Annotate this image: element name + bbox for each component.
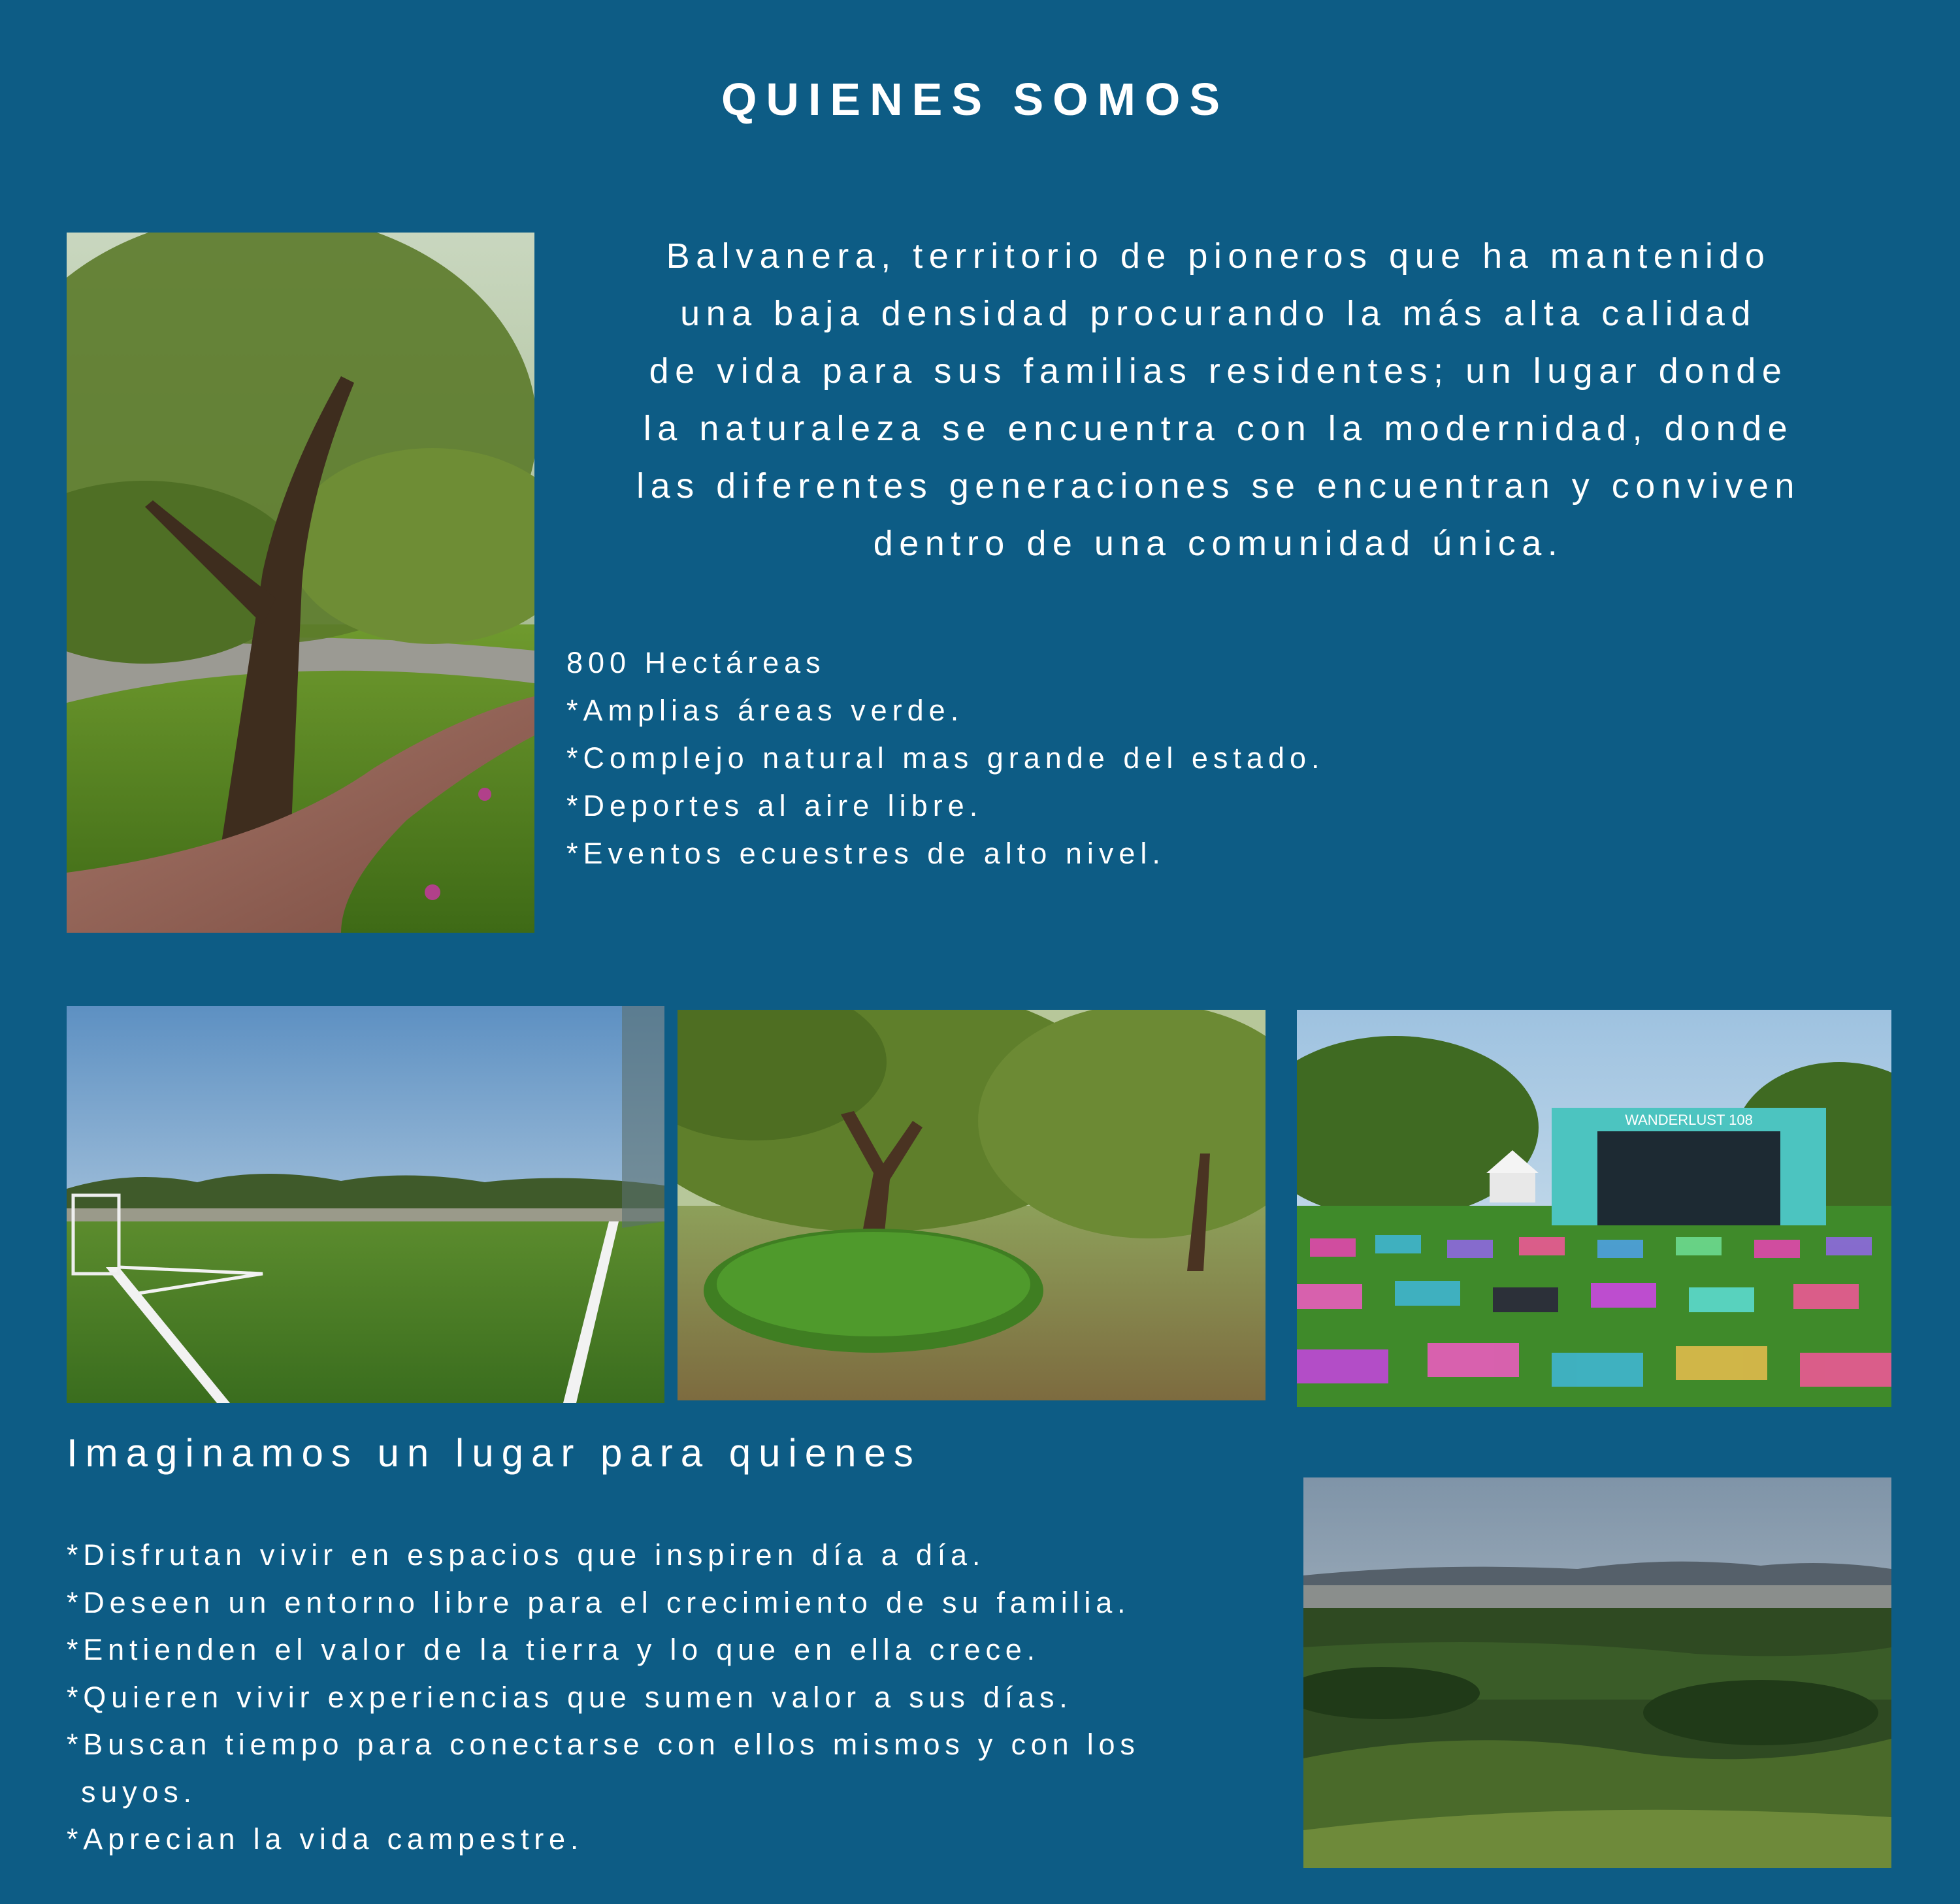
intro-line: las diferentes generaciones se encuentran y conviven xyxy=(636,466,1801,506)
wish-item: *Deseen un entorno libre para el crecimiento de su familia. xyxy=(67,1585,1131,1619)
feature-item: 800 Hectáreas xyxy=(566,646,826,679)
wishes-list xyxy=(67,1532,1308,1864)
imagine-heading: Imaginamos un lugar para quienes xyxy=(67,1431,921,1475)
wish-item: *Entienden el valor de la tierra y lo que en ella crece. xyxy=(67,1633,1040,1666)
intro-line: la naturaleza se encuentra con la modernidad, donde xyxy=(643,409,1794,448)
yoga-event-photo xyxy=(1297,1010,1891,1407)
intro-line: Balvanera, territorio de pioneros que ha mantenido xyxy=(666,236,1771,276)
soccer-field-photo xyxy=(67,1006,664,1403)
intro-line: dentro de una comunidad única. xyxy=(873,524,1564,563)
wish-item: *Buscan tiempo para conectarse con ellos mismos y con los xyxy=(67,1728,1140,1761)
stage-banner-text: WANDERLUST 108 xyxy=(1625,1112,1753,1128)
wish-item-continuation: suyos. xyxy=(81,1775,197,1809)
wish-item: *Aprecian la vida campestre. xyxy=(67,1822,584,1856)
intro-line: de vida para sus familias residentes; un lugar donde xyxy=(649,351,1788,391)
tree-path-photo xyxy=(67,233,534,933)
valley-landscape-photo xyxy=(1303,1477,1891,1868)
features-list xyxy=(566,639,1546,877)
intro-paragraph xyxy=(536,227,1901,572)
feature-item: *Complejo natural mas grande del estado. xyxy=(566,741,1325,775)
page-title: QUIENES SOMOS xyxy=(721,74,1230,125)
tree-garden-photo xyxy=(678,1010,1266,1400)
intro-line: una baja densidad procurando la más alta calidad xyxy=(680,294,1757,333)
feature-item: *Deportes al aire libre. xyxy=(566,789,983,822)
feature-item: *Eventos ecuestres de alto nivel. xyxy=(566,837,1166,870)
wish-item: *Disfrutan vivir en espacios que inspiren día a día. xyxy=(67,1538,986,1572)
feature-item: *Amplias áreas verde. xyxy=(566,694,964,727)
wish-item: *Quieren vivir experiencias que sumen valor a sus días. xyxy=(67,1680,1073,1714)
